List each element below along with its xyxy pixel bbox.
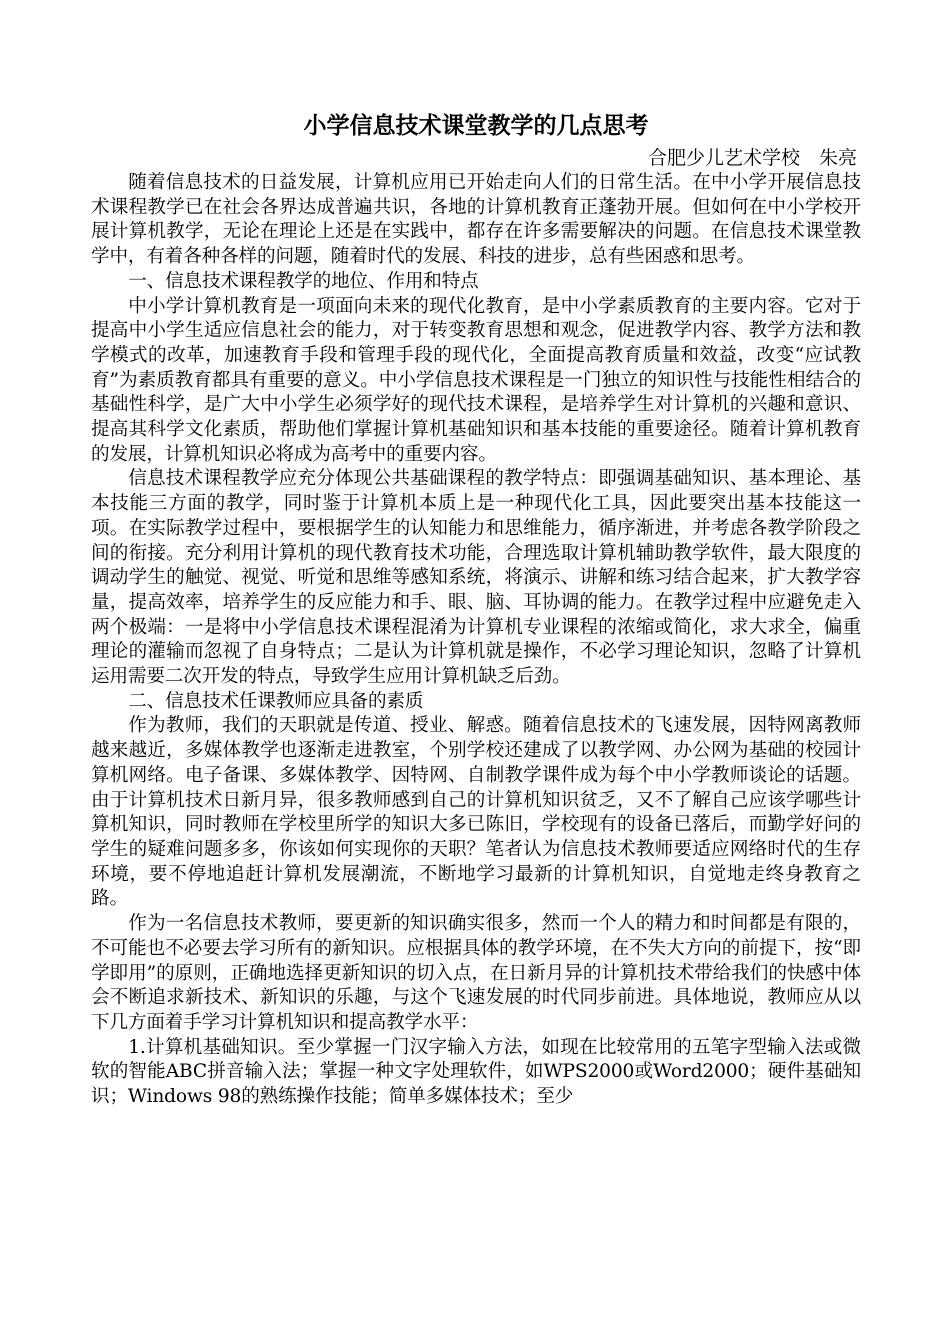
paragraph-section2-b: 作为一名信息技术教师，要更新的知识确实很多，然而一个人的精力和时间都是有限的，不可能也不必要去学习所有的新知识。应根据具体的教学环境，在不失大方向的前提下，按“即学即用”的原则，正确地选择更新知识的切入点，在日新月异的计算机技术带给我们的快感中体会不断追求新技术、新知识的乐趣，与这个飞速发展的时代同步前进。具体地说，教师应从以下几方面着手学习计算机知识和提高教学水平： [91,913,861,1033]
section-heading-1: 一、信息技术课程教学的地位、作用和特点 [128,270,479,292]
author-line: 合肥少儿艺术学校 朱亮 [647,147,857,169]
paragraph-section1-a: 中小学计算机教育是一项面向未来的现代化教育，是中小学素质教育的主要内容。它对于提高中小学生适应信息社会的能力，对于转变教育思想和观念，促进教学内容、教学方法和教学模式的改革，加速教育手段和管理手段的现代化，全面提高教育质量和效益，改变“应试教育”为素质教育都具有重要的意义。中小学信息技术课程是一门独立的知识性与技能性相结合的基础性科学，是广大中小学生必须学好的现代技术课程，是培养学生对计算机的兴趣和意识、提高其科学文化素质，帮助他们掌握计算机基础知识和基本技能的重要途径。随着计算机教育的发展，计算机知识必将成为高考中的重要内容。 [91,295,861,465]
document-page [91,110,861,1110]
document-title: 小学信息技术课堂教学的几点思考 [303,113,649,139]
paragraph-intro: 随着信息技术的日益发展，计算机应用已开始走向人们的日常生活。在中小学开展信息技术课程教学已在社会各界达成普遍共识，各地的计算机教育正蓬勃开展。但如何在中小学校开展计算机教学，无论在理论上还是在实践中，都存在许多需要解决的问题。在信息技术课堂教学中，有着各种各样的问题，随着时代的发展、科技的进步，总有些困惑和思考。 [91,172,861,268]
paragraph-section2-a: 作为教师，我们的天职就是传道、授业、解惑。随着信息技术的飞速发展，因特网离教师越来越近，多媒体教学也逐渐走进教室，个别学校还建成了以教学网、办公网为基础的校园计算机网络。电子备课、多媒体教学、因特网、自制教学课件成为每个中小学教师谈论的话题。由于计算机技术日新月异，很多教师感到自己的计算机知识贫乏，又不了解自己应该学哪些计算机知识，同时教师在学校里所学的知识大多已陈旧，学校现有的设备已落后，而勤学好问的学生的疑难问题多多，你该如何实现你的天职？笔者认为信息技术教师要适应网络时代的生存环境，要不停地追赶计算机发展潮流，不断地学习最新的计算机知识，自觉地走终身教育之路。 [91,715,861,910]
paragraph-item-1: 1.计算机基础知识。至少掌握一门汉字输入方法，如现在比较常用的五笔字型输入法或微软的智能ABC拼音输入法；掌握一种文字处理软件，如WPS2000或Word2000；硬件基础知识；Windows 98的熟练操作技能；简单多媒体技术；至少 [91,1036,861,1108]
section-heading-2: 二、信息技术任课教师应具备的素质 [128,690,424,712]
paragraph-section1-b: 信息技术课程教学应充分体现公共基础课程的教学特点：即强调基础知识、基本理论、基本技能三方面的教学，同时鉴于计算机本质上是一种现代化工具，因此要突出基本技能这一项。在实际教学过程中，要根据学生的认知能力和思维能力，循序渐进，并考虑各教学阶段之间的衔接。充分利用计算机的现代教育技术功能，合理选取计算机辅助教学软件，最大限度的调动学生的触觉、视觉、听觉和思维等感知系统，将演示、讲解和练习结合起来，扩大教学容量，提高效率，培养学生的反应能力和手、眼、脑、耳协调的能力。在教学过程中应避免走入两个极端：一是将中小学信息技术课程混淆为计算机专业课程的浓缩或简化，求大求全，偏重理论的灌输而忽视了自身特点；二是认为计算机就是操作，不必学习理论知识，忽略了计算机运用需要二次开发的特点，导致学生应用计算机缺乏后劲。 [91,468,861,688]
